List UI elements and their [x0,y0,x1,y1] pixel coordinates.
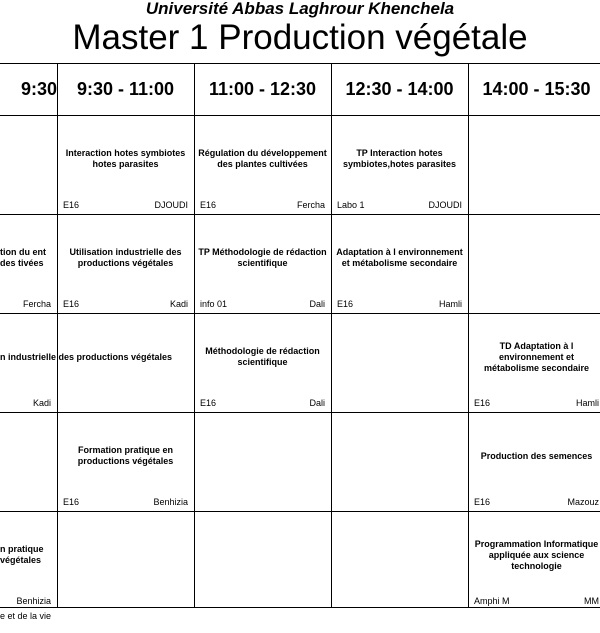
course-teacher: MM [584,596,599,606]
course-cell [331,115,468,214]
course-teacher: Hamli [438,299,462,309]
course-teacher: Mazouz [567,497,599,507]
course-room: info 01 [200,299,228,309]
course-subject [61,521,190,589]
course-room: E16 [474,497,491,507]
footer-text: e et de la vie [0,611,52,621]
course-cell [468,412,600,511]
course-room: Labo 1 [337,200,365,210]
course-subject [335,521,464,589]
course-room: E16 [200,200,217,210]
course-subject: Production des semences [480,450,593,461]
course-subject: TD Adaptation à l environnement et métabolisme secondaire [483,340,590,373]
course-room: E16 [63,200,80,210]
course-cell [468,313,600,412]
course-teacher: DJOUDI [154,200,188,210]
course-cell [0,214,57,313]
course-subject [472,224,600,292]
course-subject: Interaction hotes symbiotes hotes parasites [65,148,186,169]
course-teacher: Dali [309,398,325,408]
course-subject: TP Interaction hotes symbiotes,hotes parasites [342,148,457,169]
course-subject [0,125,52,193]
course-teacher: Benhizia [153,497,188,507]
course-cell [57,412,194,511]
course-subject [198,521,327,589]
course-cell [194,214,331,313]
course-room: E16 [63,299,80,309]
course-room: Amphi M [474,596,510,606]
course-cell [331,511,468,610]
course-subject [198,422,327,490]
course-subject [472,125,600,193]
course-subject: Méthodologie de rédaction scientifique [205,346,320,367]
course-subject: n industrielle des productions végétales [0,351,173,362]
time-header: 11:00 - 12:30 [208,79,317,99]
course-cell [57,214,194,313]
course-subject: n pratique végétales [0,544,44,565]
time-header: 9:30 - 11:00 [76,79,175,99]
page-title: Master 1 Production végétale [72,18,528,57]
course-subject [335,323,464,391]
course-subject: Programmation Informatique appliquée aux science technologie [474,538,599,571]
course-teacher: Kadi [32,398,51,408]
course-cell [0,115,57,214]
course-cell [194,115,331,214]
time-header: 12:30 - 14:00 [345,79,454,99]
course-subject: Utilisation industrielle des productions végétales [69,247,182,268]
course-cell [194,511,331,610]
course-cell [57,115,194,214]
course-teacher: DJOUDI [428,200,462,210]
course-subject: Régulation du développement des plantes cultivées [198,148,327,169]
course-subject: Formation pratique en productions végétales [77,445,174,466]
course-teacher: Kadi [169,299,188,309]
course-cell [194,412,331,511]
course-cell [331,412,468,511]
course-cell [468,214,600,313]
course-teacher: Dali [309,299,325,309]
course-cell [0,511,57,610]
course-cell [0,313,173,412]
course-subject: Adaptation à l environnement et métabolisme secondaire [336,247,463,268]
course-cell [468,511,600,610]
course-teacher: Fercha [296,200,325,210]
course-cell [57,313,194,412]
course-teacher: Hamli [575,398,599,408]
timetable-grid [0,63,600,608]
course-subject: tion du ent des tivées [0,247,46,268]
course-subject [61,323,190,391]
course-room: E16 [337,299,354,309]
university-name: Université Abbas Laghrour Khenchela [145,0,455,18]
course-cell [0,412,57,511]
course-cell [57,511,194,610]
time-header: 14:00 - 15:30 [482,79,591,99]
course-teacher: Fercha [22,299,51,309]
course-teacher: Benhizia [16,596,51,606]
course-room: E16 [200,398,217,408]
course-cell [331,313,468,412]
course-room: E16 [63,497,80,507]
course-subject [335,422,464,490]
time-header: 9:30 [20,79,57,99]
course-subject [0,422,52,490]
course-room: E16 [474,398,491,408]
course-cell [468,115,600,214]
course-subject: TP Méthodologie de rédaction scientifique [198,247,327,268]
course-cell [331,214,468,313]
course-cell [194,313,331,412]
